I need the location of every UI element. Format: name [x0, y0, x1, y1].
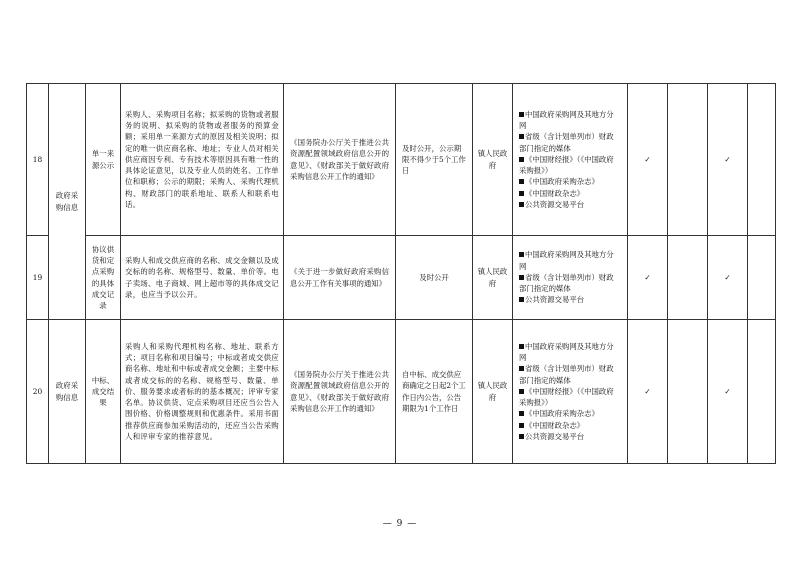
subcategory-cell: 单一来源公示 [86, 84, 121, 236]
check-mark-icon: ✓ [628, 84, 668, 236]
channel-item: 《中国政府采购杂志》 [519, 408, 621, 419]
content-cell: 采购人和成交供应商的名称、成交金额以及成交标的的名称、规格型号、数量、单价等。电子卖场、电子商城、网上超市等的具体成交记录，也应当予以公开。 [121, 236, 284, 320]
square-bullet-icon [519, 112, 524, 117]
check-mark-icon: ✓ [708, 236, 748, 320]
channel-cell [513, 236, 628, 320]
square-bullet-icon [519, 134, 524, 139]
basis-cell: 《关于进一步做好政府采购信息公开工作有关事项的通知》 [284, 236, 396, 320]
basis-cell: 《国务院办公厅关于推进公共资源配置领域政府信息公开的意见》、《财政部关于做好政府采购信息公开工作的通知》 [284, 320, 396, 464]
square-bullet-icon [519, 297, 524, 302]
content-cell: 采购人和采购代理机构名称、地址、联系方式；项目名称和项目编号；中标或者成交供应商名称、地址和中标或者成交金额；主要中标或者成交标的的名称、规格型号、数量、单价、服务要求或者标的的基本概况；评审专家名单。协议供货、定点采购项目还应当公告入围价格、价格调整规则和优惠条件。采用书面推荐供应商参加采购活动的，还应当公告采购人和评审专家的推荐意见。 [121, 320, 284, 464]
channel-item: 中国政府采购网及其地方分网 [519, 110, 614, 131]
channel-item: 《中国政府采购杂志》 [519, 176, 621, 187]
subject-cell: 镇人民政府 [473, 84, 513, 236]
basis-cell: 《国务院办公厅关于推进公共资源配置领域政府信息公开的意见》、《财政部关于做好政府采购信息公开工作的通知》 [284, 84, 396, 236]
time-limit-cell: 及时公开 [396, 236, 473, 320]
subject-cell: 镇人民政府 [473, 236, 513, 320]
row-number: 20 [27, 320, 49, 464]
square-bullet-icon [519, 252, 524, 257]
square-bullet-icon [519, 434, 524, 439]
subcategory-cell: 中标、成交结果 [86, 320, 121, 464]
channel-item: 公共资源交易平台 [519, 431, 621, 442]
check-mark-icon: ✓ [628, 236, 668, 320]
square-bullet-icon [519, 389, 524, 394]
channel-item: 《中国财政杂志》 [519, 188, 621, 199]
square-bullet-icon [519, 423, 524, 428]
square-bullet-icon [519, 366, 524, 371]
channel-item: 省级（含计划单列市）财政部门指定的媒体 [519, 132, 614, 153]
square-bullet-icon [519, 275, 524, 280]
row-number: 18 [27, 84, 49, 236]
channel-item: 省级（含计划单列市）财政部门指定的媒体 [519, 364, 614, 385]
subcategory-cell: 协议供货和定点采购的具体成交记录 [86, 236, 121, 320]
check-mark-icon: ✓ [708, 84, 748, 236]
row-number: 19 [27, 236, 49, 320]
content-cell: 采购人、采购项目名称；拟采购的货物或者服务的说明、拟采购的货物或者服务的预算金额；采用单一来源方式的原因及相关说明；拟定的唯一供应商名称、地址；专业人员对相关供应商因专利、专有技术等原因具有唯一性的具体论证意见，以及专业人员的姓名、工作单位和职称；公示的期限；采购人、采购代理机构、财政部门的联系地址、联系人和联系电话。 [121, 84, 284, 236]
check-mark-icon: ✓ [708, 320, 748, 464]
table-row [27, 84, 776, 236]
square-bullet-icon [519, 411, 524, 416]
subject-cell: 镇人民政府 [473, 320, 513, 464]
square-bullet-icon [519, 344, 524, 349]
square-bullet-icon [519, 179, 524, 184]
channel-item: 省级（含计划单列市）财政部门指定的媒体 [519, 272, 614, 294]
channel-cell [513, 320, 628, 464]
channel-item: 《中国财经报》（《中国政府采购报》） [519, 386, 614, 408]
channel-cell [513, 84, 628, 236]
channel-item: 公共资源交易平台 [519, 199, 621, 210]
channel-item: 《中国财政杂志》 [519, 420, 621, 431]
category-cell: 政府采购信息 [49, 320, 86, 464]
square-bullet-icon [519, 157, 524, 162]
table-row [27, 320, 776, 464]
channel-item: 《中国财经报》（《中国政府采购报》） [519, 154, 614, 176]
table-row [27, 236, 776, 320]
page-number: — 9 — [382, 519, 418, 529]
square-bullet-icon [519, 202, 524, 207]
channel-item: 中国政府采购网及其地方分网 [519, 250, 614, 271]
channel-item: 中国政府采购网及其地方分网 [519, 342, 614, 363]
square-bullet-icon [519, 191, 524, 196]
disclosure-table [26, 83, 776, 464]
time-limit-cell: 自中标、成交供应商确定之日起2个工作日内公告，公告期限为1个工作日 [396, 320, 473, 464]
category-cell: 政府采购信息 [49, 84, 86, 320]
time-limit-cell: 及时公开，公示期限不得少于5个工作日 [396, 84, 473, 236]
channel-item: 公共资源交易平台 [519, 294, 621, 305]
check-mark-icon: ✓ [628, 320, 668, 464]
